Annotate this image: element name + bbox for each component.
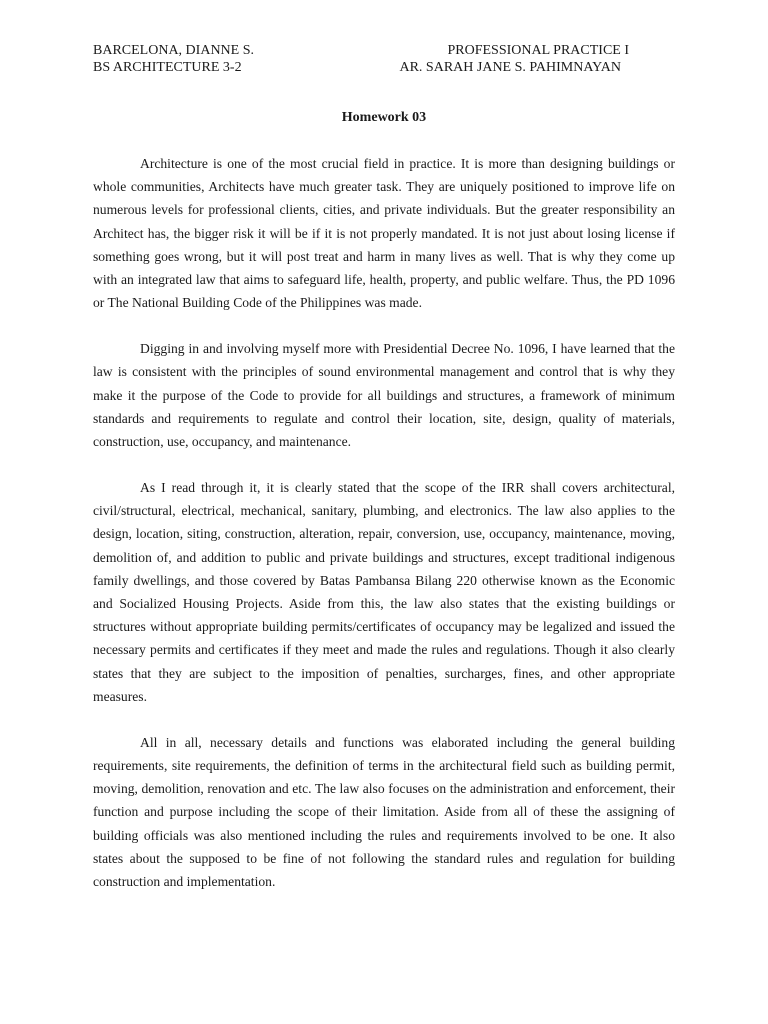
paragraph: All in all, necessary details and functions was elaborated including the general building requirements, site requirements, the definition of terms in the architectural field such as building permit, moving, demolition, renovation and etc. The law also focuses on the administration and enforcement, their function and purpose including the scope of their limitation. Aside from all of these the assigning of building officials was also mentioned including the rules and requirements involved to be one. It also states about the supposed to be fine of not following the standard rules and regulation for building construction and implementation. bbox=[93, 734, 675, 890]
paragraph: Architecture is one of the most crucial field in practice. It is more than designing buildings or whole communities, Architects have much greater task. They are uniquely positioned to improve life on numerous levels for professional clients, cities, and private individuals. But the greater responsibility an Architect has, the bigger risk it will be if it is not properly mandated. It is not just about losing license if something goes wrong, but it will post treat and harm in many lives as well. That is why they come up with an integrated law that aims to safeguard life, health, property, and public welfare. Thus, the PD 1096 or The National Building Code of the Philippines was made. bbox=[93, 156, 675, 311]
student-program: BS ARCHITECTURE 3-2 bbox=[93, 60, 242, 75]
course-info bbox=[399, 42, 629, 76]
document-title: Homework 03 bbox=[341, 110, 427, 125]
course-name: PROFESSIONAL PRACTICE I bbox=[447, 43, 629, 58]
student-info bbox=[93, 42, 254, 76]
paragraph: As I read through it, it is clearly stated that the scope of the IRR shall covers architectural, civil/structural, electrical, mechanical, sanitary, plumbing, and electronics. The law also applies to the design, location, siting, construction, alteration, repair, conversion, use, occupancy, maintenance, moving, demolition of, and addition to public and private buildings and structures, except traditional indigenous family dwellings, and those covered by Batas Pambansa Bilang 220 otherwise known as the Economic and Socialized Housing Projects. Aside from this, the law also states that the existing buildings or structures without appropriate building permits/certificates of occupancy may be legalized and issued the necessary permits and certificates if they meet and made the rules and regulations. Though it also clearly states that they are subject to the imposition of penalties, surcharges, fines, and other appropriate measures. bbox=[93, 480, 675, 704]
paragraph: Digging in and involving myself more with Presidential Decree No. 1096, I have learned that the law is consistent with the principles of sound environmental management and control that is why they make it the purpose of the Code to provide for all buildings and structures, a framework of minimum standards and requirements to regulate and control their location, site, design, quality of materials, construction, use, occupancy, and maintenance. bbox=[93, 341, 675, 450]
student-name: BARCELONA, DIANNE S. bbox=[93, 43, 254, 58]
instructor-name: AR. SARAH JANE S. PAHIMNAYAN bbox=[399, 60, 621, 75]
document-body bbox=[93, 152, 675, 916]
